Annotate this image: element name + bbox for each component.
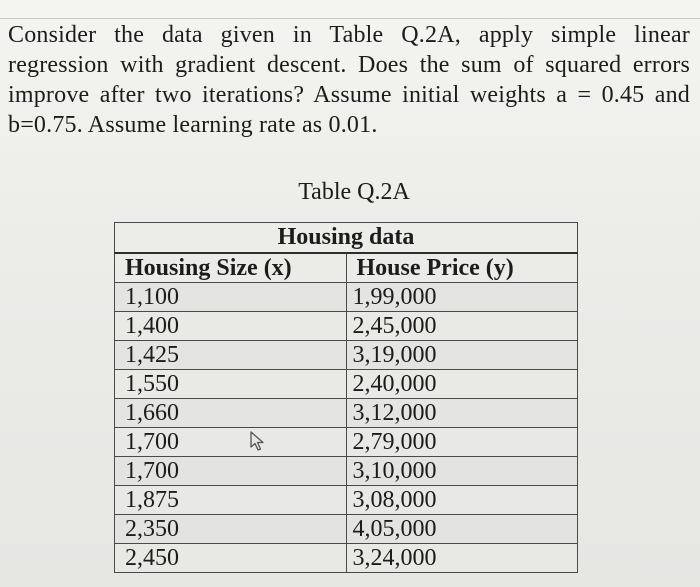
table-header-row [115,253,578,283]
table-row [115,311,578,340]
question-line: Consider the data given in Table Q.2A, apply simple linear [8,22,690,48]
housing-size-cell: 2,350 [115,514,347,543]
house-price-cell: 3,10,000 [346,456,578,485]
housing-size-cell: 2,450 [115,543,347,572]
table-row [115,340,578,369]
house-price-cell: 2,40,000 [346,369,578,398]
housing-size-cell: 1,550 [115,369,347,398]
table-row [115,398,578,427]
housing-data-table [114,222,578,573]
mouse-pointer-icon [248,431,268,453]
house-price-cell: 2,79,000 [346,427,578,456]
house-price-cell: 3,24,000 [346,543,578,572]
table-row [115,485,578,514]
housing-size-cell: 1,400 [115,311,347,340]
house-price-cell: 3,12,000 [346,398,578,427]
table-caption: Table Q.2A [298,179,410,205]
column-header-house-price: House Price (y) [346,253,578,283]
house-price-cell: 3,19,000 [346,340,578,369]
table-row [115,282,578,311]
column-header-housing-size: Housing Size (x) [115,253,347,283]
table-title: Housing data [115,223,578,253]
divider [0,18,700,19]
question-line: b=0.75. Assume learning rate as 0.01. [8,112,378,138]
housing-size-cell: 1,100 [115,282,347,311]
housing-size-cell: 1,700 [115,456,347,485]
table-title-row [115,223,578,253]
housing-size-cell: 1,660 [115,398,347,427]
table-row [115,369,578,398]
housing-size-cell: 1,425 [115,340,347,369]
question-text [8,20,698,140]
housing-size-cell: 1,700 [115,427,347,456]
house-price-cell: 4,05,000 [346,514,578,543]
table-row [115,427,578,456]
housing-size-cell: 1,875 [115,485,347,514]
house-price-cell: 2,45,000 [346,311,578,340]
question-line: improve after two iterations? Assume initial weights a = 0.45 and [8,82,690,108]
table-row [115,543,578,572]
table-row [115,514,578,543]
house-price-cell: 3,08,000 [346,485,578,514]
house-price-cell: 1,99,000 [346,282,578,311]
table-row [115,456,578,485]
question-line: regression with gradient descent. Does the sum of squared errors [8,52,690,78]
